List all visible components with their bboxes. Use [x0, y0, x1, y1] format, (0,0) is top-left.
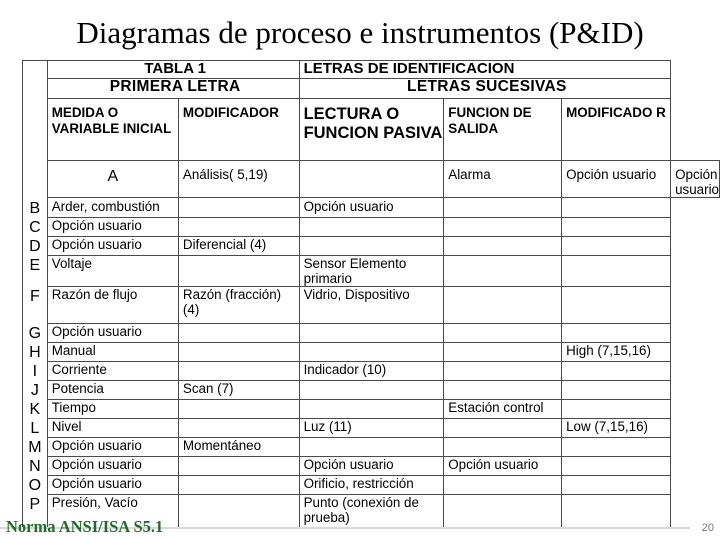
identification-letters-table — [22, 60, 720, 529]
cell-measure: Arder, combustión — [47, 198, 178, 218]
table-caption-right: LETRAS DE IDENTIFICACION — [299, 61, 671, 79]
cell-modifier2 — [562, 476, 671, 495]
cell-modifier: Scan (7) — [178, 381, 299, 400]
cell-modifier — [178, 400, 299, 419]
cell-measure: Tiempo — [47, 400, 178, 419]
cell-output — [444, 256, 562, 287]
slide-title: Diagramas de proceso e instrumentos (P&ID) — [76, 15, 644, 50]
cell-measure: Nivel — [47, 419, 178, 438]
cell-output — [444, 419, 562, 438]
cell-reading: Punto (conexión de prueba) — [299, 495, 444, 529]
cell-modifier2 — [562, 324, 671, 343]
column-header-output: FUNCION DE SALIDA — [444, 99, 562, 161]
cell-measure: Voltaje — [47, 256, 178, 287]
cell-modifier: Razón (fracción) (4) — [178, 287, 299, 324]
row-letter: K — [23, 400, 48, 419]
cell-modifier2 — [562, 218, 671, 237]
table-row — [23, 287, 720, 324]
cell-modifier: Momentáneo — [178, 438, 299, 457]
cell-reading — [299, 438, 444, 457]
cell-measure: Opción usuario — [47, 457, 178, 476]
cell-measure: Análisis( 5,19) — [178, 161, 299, 198]
row-letter: D — [23, 237, 48, 256]
table-caption-left: TABLA 1 — [47, 61, 299, 79]
group-header-successive-letters: LETRAS SUCESIVAS — [299, 79, 671, 99]
cell-modifier2 — [562, 457, 671, 476]
row-letter: P — [23, 495, 48, 529]
row-letter: H — [23, 343, 48, 362]
row-letter: A — [47, 161, 178, 198]
cell-modifier2 — [562, 237, 671, 256]
cell-output — [444, 324, 562, 343]
cell-modifier — [178, 419, 299, 438]
cell-modifier2 — [562, 381, 671, 400]
cell-output — [444, 287, 562, 324]
cell-reading — [299, 218, 444, 237]
row-letter: O — [23, 476, 48, 495]
group-header-first-letter: PRIMERA LETRA — [47, 79, 299, 99]
cell-reading: Opción usuario — [299, 457, 444, 476]
table-row — [23, 400, 720, 419]
cell-reading: Indicador (10) — [299, 362, 444, 381]
table-row — [23, 218, 720, 237]
table-row — [23, 237, 720, 256]
cell-measure: Presión, Vacío — [47, 495, 178, 529]
cell-modifier2 — [562, 400, 671, 419]
row-letter: C — [23, 218, 48, 237]
table-row — [23, 161, 720, 198]
cell-reading — [299, 381, 444, 400]
cell-measure: Opción usuario — [47, 324, 178, 343]
cell-modifier — [299, 161, 444, 198]
row-letter: I — [23, 362, 48, 381]
cell-modifier2: Opción usuario — [671, 161, 720, 198]
cell-modifier2 — [562, 256, 671, 287]
table-row — [23, 438, 720, 457]
table-row — [23, 198, 720, 218]
cell-modifier — [178, 256, 299, 287]
cell-modifier2: High (7,15,16) — [562, 343, 671, 362]
cell-measure: Opción usuario — [47, 218, 178, 237]
row-letter: L — [23, 419, 48, 438]
cell-output — [444, 362, 562, 381]
cell-modifier — [178, 495, 299, 529]
cell-output — [444, 198, 562, 218]
cell-modifier — [178, 476, 299, 495]
cell-reading: Opción usuario — [299, 198, 444, 218]
table-row — [23, 362, 720, 381]
cell-modifier — [178, 198, 299, 218]
cell-modifier — [178, 343, 299, 362]
table-row — [23, 457, 720, 476]
footer-standard: Norma ANSI/ISA S5.1 — [6, 517, 164, 536]
cell-modifier2 — [562, 495, 671, 529]
cell-reading — [299, 237, 444, 256]
cell-reading — [299, 343, 444, 362]
cell-output: Opción usuario — [562, 161, 671, 198]
cell-measure: Manual — [47, 343, 178, 362]
cell-measure: Razón de flujo — [47, 287, 178, 324]
table-row — [23, 381, 720, 400]
row-letter: M — [23, 438, 48, 457]
table-row — [23, 419, 720, 438]
cell-reading: Vidrio, Dispositivo — [299, 287, 444, 324]
cell-measure: Potencia — [47, 381, 178, 400]
cell-output: Opción usuario — [444, 457, 562, 476]
column-header-measure: MEDIDA O VARIABLE INICIAL — [47, 99, 178, 161]
column-header-modifier: MODIFICADOR — [178, 99, 299, 161]
cell-reading: Sensor Elemento primario — [299, 256, 444, 287]
cell-measure: Corriente — [47, 362, 178, 381]
row-letter: G — [23, 324, 48, 343]
cell-output — [444, 343, 562, 362]
cell-measure: Opción usuario — [47, 438, 178, 457]
table-row — [23, 256, 720, 287]
cell-measure: Opción usuario — [47, 237, 178, 256]
cell-output — [444, 381, 562, 400]
page-number: 20 — [701, 522, 714, 534]
cell-measure: Opción usuario — [47, 476, 178, 495]
cell-output — [444, 218, 562, 237]
cell-output — [444, 438, 562, 457]
column-header-modifier2: MODIFICADO R — [562, 99, 671, 161]
letter-column-header — [23, 61, 48, 198]
cell-modifier — [178, 218, 299, 237]
cell-modifier2 — [562, 198, 671, 218]
cell-output — [444, 476, 562, 495]
table-row — [23, 476, 720, 495]
row-letter: F — [23, 287, 48, 324]
cell-modifier2: Low (7,15,16) — [562, 419, 671, 438]
cell-modifier — [178, 324, 299, 343]
cell-reading: Alarma — [444, 161, 562, 198]
cell-output — [444, 495, 562, 529]
row-letter: E — [23, 256, 48, 287]
row-letter: B — [23, 198, 48, 218]
row-letter: N — [23, 457, 48, 476]
cell-modifier2 — [562, 438, 671, 457]
cell-reading: Orificio, restricción — [299, 476, 444, 495]
table-row — [23, 324, 720, 343]
cell-modifier: Diferencial (4) — [178, 237, 299, 256]
cell-modifier2 — [562, 287, 671, 324]
cell-reading — [299, 400, 444, 419]
cell-modifier2 — [562, 362, 671, 381]
row-letter: J — [23, 381, 48, 400]
cell-modifier — [178, 457, 299, 476]
table-row — [23, 343, 720, 362]
column-header-reading: LECTURA O FUNCION PASIVA — [299, 99, 444, 161]
cell-reading: Luz (11) — [299, 419, 444, 438]
cell-output: Estación control — [444, 400, 562, 419]
cell-modifier — [178, 362, 299, 381]
cell-reading — [299, 324, 444, 343]
cell-output — [444, 237, 562, 256]
